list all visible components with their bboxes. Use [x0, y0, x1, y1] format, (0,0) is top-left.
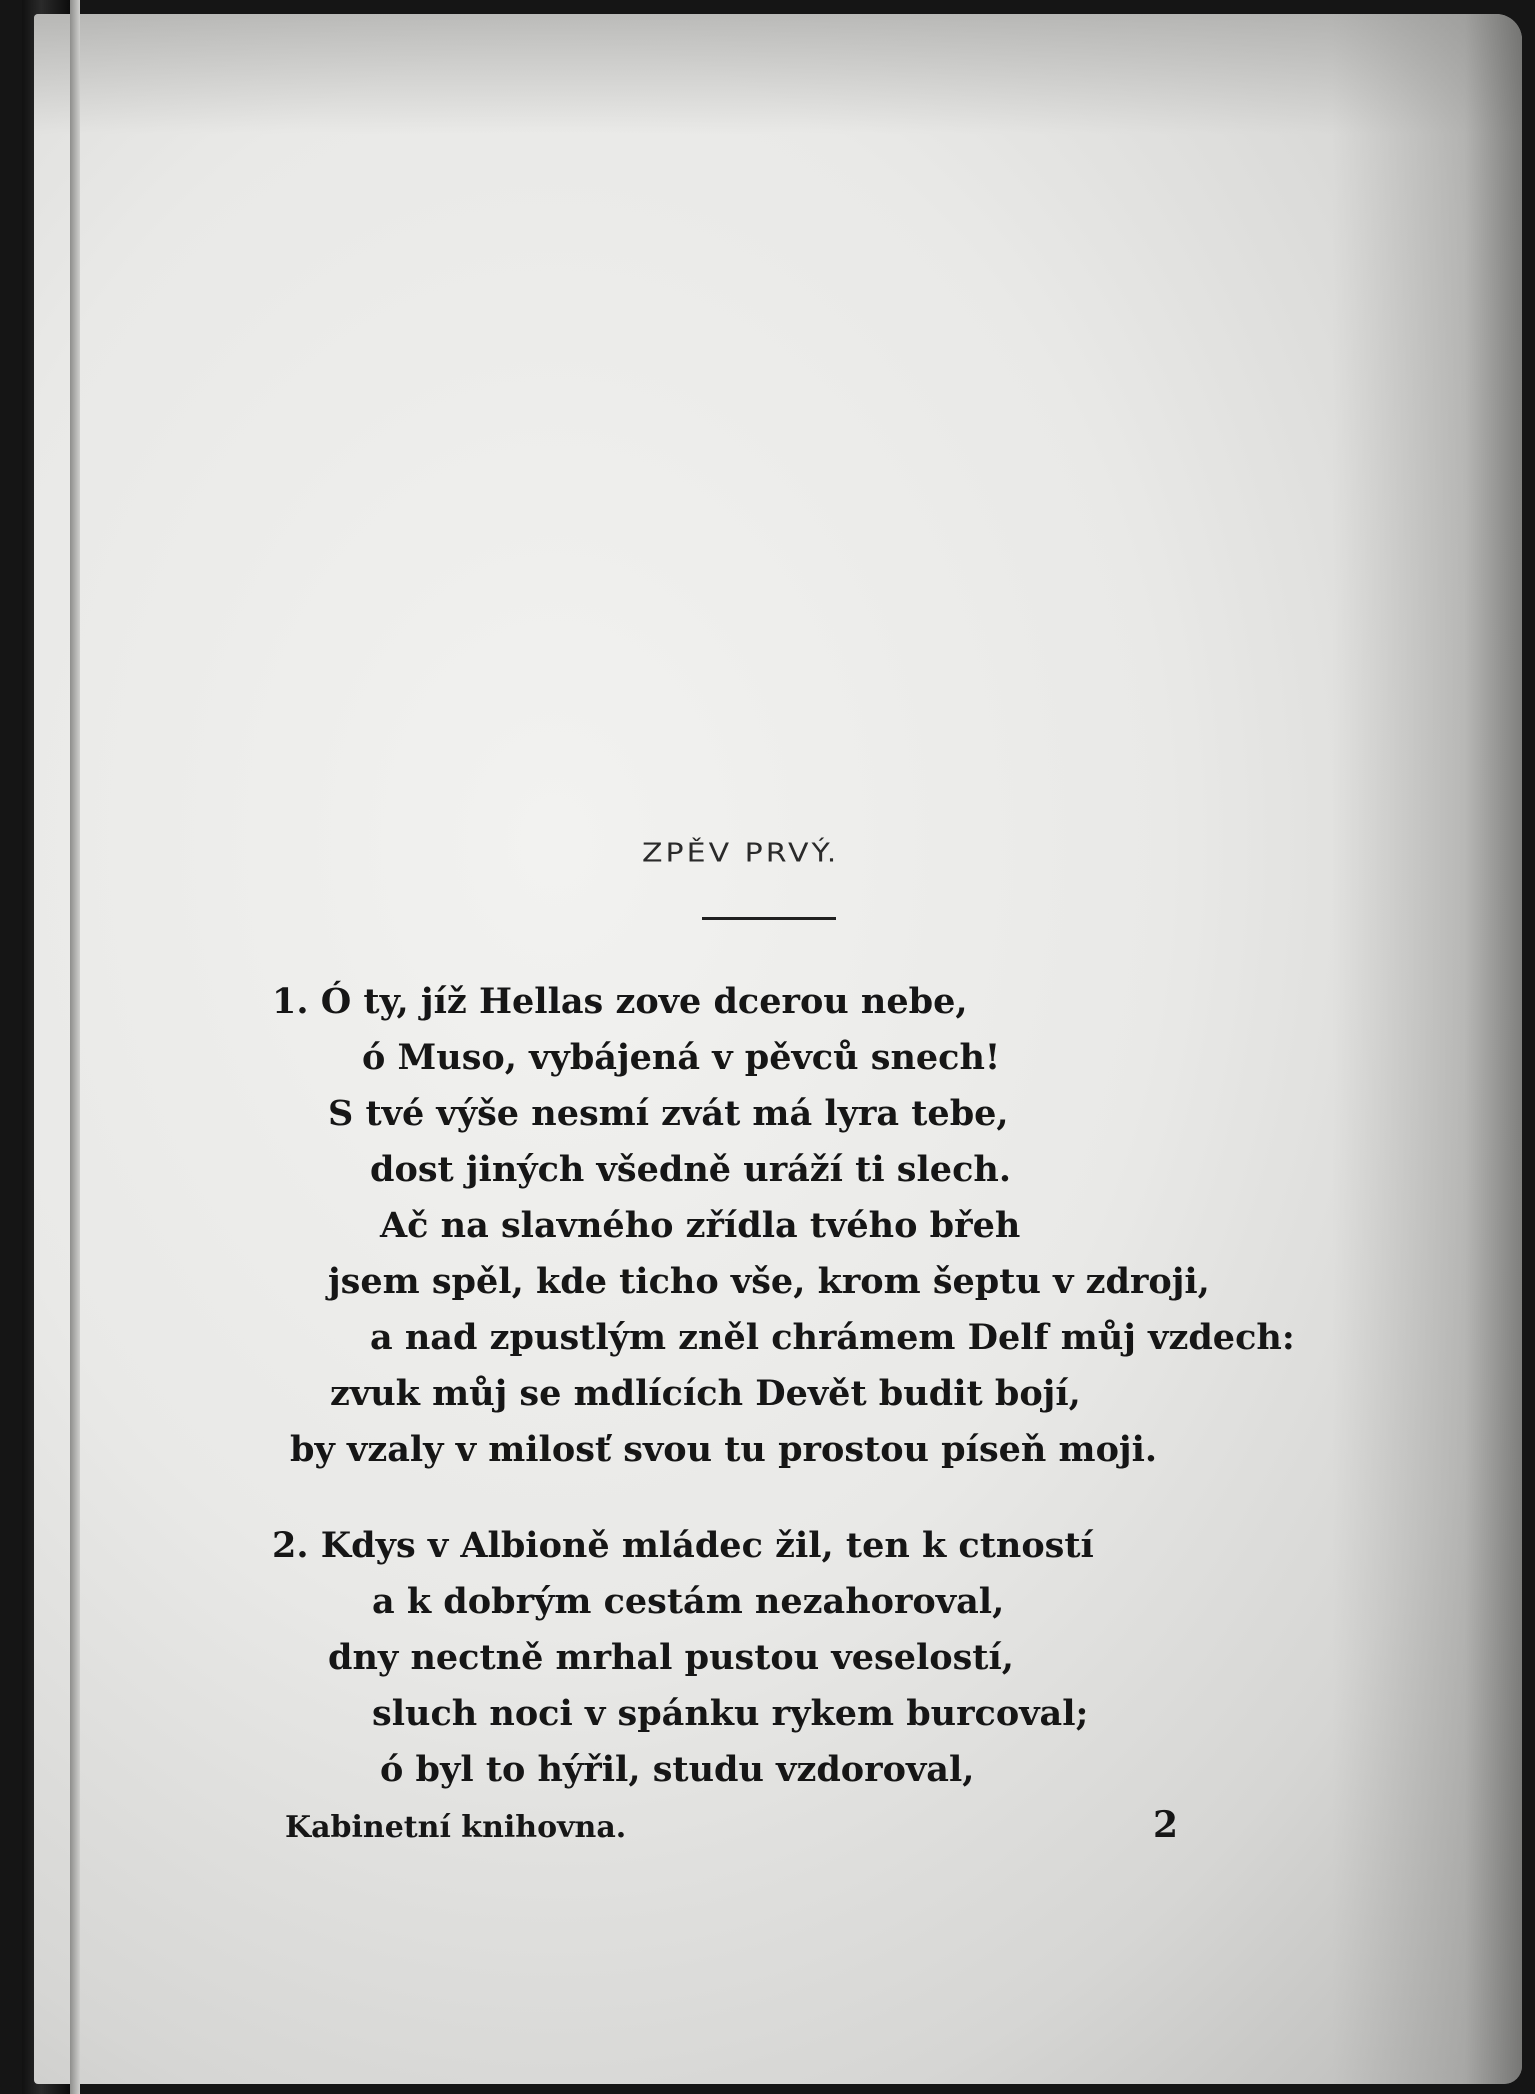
stanza-1-line-5: Ač na slavného zřídla tvého břeh	[380, 1205, 1021, 1246]
footer-series-name: Kabinetní knihovna.	[285, 1810, 627, 1845]
page-heading: ZPĚV PRVÝ.	[642, 838, 840, 869]
stanza-1-line-1: 1. Ó ty, jíž Hellas zove dcerou nebe,	[272, 981, 968, 1022]
stanza-1-line-2: ó Muso, vybájená v pěvců snech!	[362, 1037, 1001, 1078]
stanza-1-line-3: S tvé výše nesmí zvát má lyra tebe,	[328, 1093, 1009, 1134]
stanza-1-line-9: by vzaly v milosť svou tu prostou píseň moji.	[290, 1429, 1158, 1470]
stanza-2-line-3: dny nectně mrhal pustou veselostí,	[328, 1637, 1014, 1678]
stanza-1-line-4: dost jiných všedně uráží ti slech.	[370, 1149, 1012, 1190]
footer-signature-mark: 2	[1153, 1804, 1179, 1846]
stanza-2-line-1: 2. Kdys v Albioně mládec žil, ten k ctností	[272, 1525, 1094, 1566]
stanza-1-line-6: jsem spěl, kde ticho vše, krom šeptu v zdroji,	[328, 1261, 1210, 1302]
stanza-1-line-8: zvuk můj se mdlících Devět budit bojí,	[330, 1373, 1081, 1414]
page-edge	[70, 0, 80, 2094]
stanza-2-line-2: a k dobrým cestám nezahoroval,	[372, 1581, 1005, 1622]
heading-rule	[702, 917, 836, 920]
stanza-2-line-5: ó byl to hýřil, studu vzdoroval,	[380, 1749, 975, 1790]
stanza-1-line-7: a nad zpustlým zněl chrámem Delf můj vzdech:	[370, 1317, 1295, 1358]
stanza-2-line-4: sluch noci v spánku rykem burcoval;	[372, 1693, 1089, 1734]
